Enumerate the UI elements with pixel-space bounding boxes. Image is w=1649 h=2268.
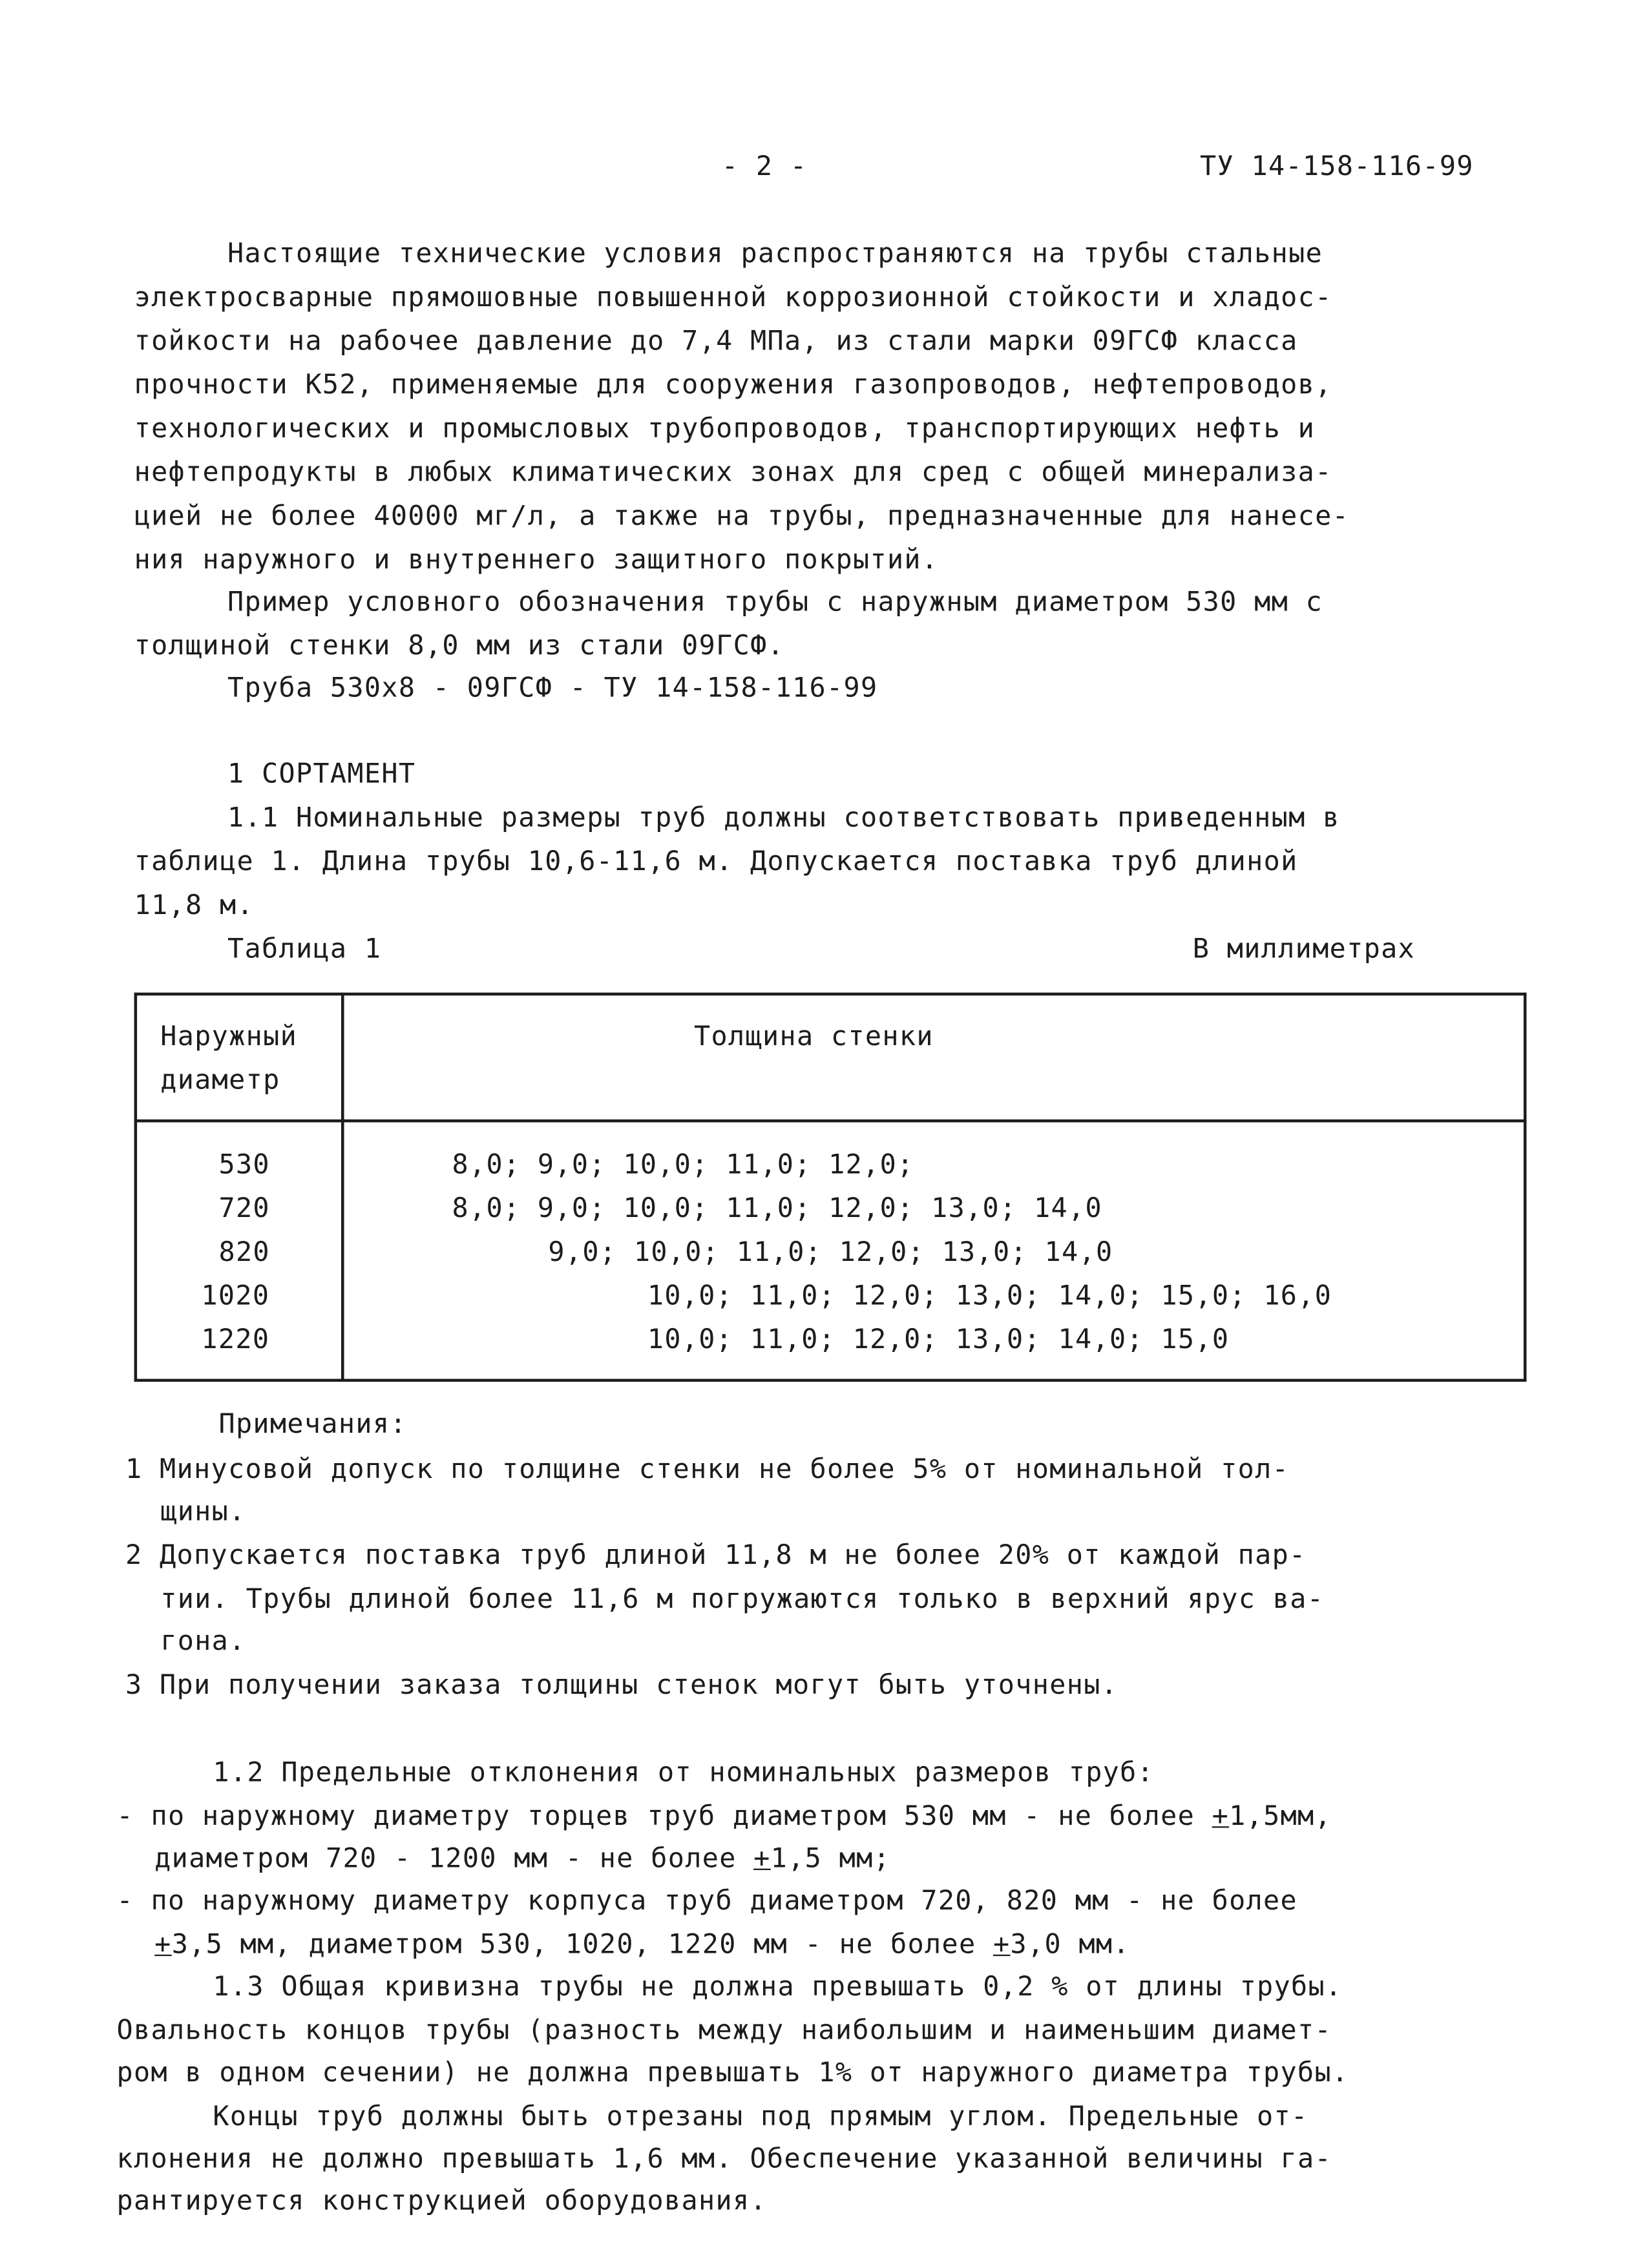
table-border-left [134,993,137,1380]
intro-line: электросварные прямошовные повышенной коррозионной стойкости и хладос- [134,282,1332,314]
intro-line: цией не более 40000 мг/л, а также на трубы, предназначенные для нанесе- [134,501,1350,532]
intro-line: нефтепродукты в любых климатических зонах для сред с общей минерализа- [134,457,1332,488]
table-border-right [1524,993,1526,1380]
text-segment: 1,5мм, [1229,1801,1332,1833]
note-2: тии. Трубы длиной более 11,6 м погружаются только в верхний ярус ва- [160,1584,1325,1616]
table-cell-diameter: 820 [218,1237,270,1269]
table-cell-diameter: 1020 [201,1281,270,1312]
plus-minus-sign: + [753,1844,771,1875]
notes-title: Примечания: [218,1409,407,1441]
note-1: щины. [160,1497,246,1528]
pipe-ends-line: рантируется конструкцией оборудования. [116,2186,767,2217]
plus-minus-sign: + [993,1930,1011,1961]
plus-minus-sign: + [154,1930,172,1961]
note-2: 2 Допускается поставка труб длиной 11,8 м не более 20% от каждой пар- [125,1541,1307,1572]
clause-1-1-line: 1.1 Номинальные размеры труб должны соответствовать приведенным в [227,803,1340,834]
table-header-diameter: диаметр [160,1065,280,1096]
clause-1-1-line: таблице 1. Длина трубы 10,6-11,6 м. Допускается поставка труб длиной [134,846,1298,878]
example-line: толщиной стенки 8,0 мм из стали 09ГСФ. [134,631,785,662]
text-segment: - по наружному диаметру торцев труб диаметром 530 мм - не более [116,1801,1212,1833]
page-number: - 2 - [721,151,808,183]
intro-line: прочности К52, применяемые для сооружения газопроводов, нефтепроводов, [134,370,1332,401]
text-segment: 3,0 мм. [1010,1930,1130,1961]
clause-1-3-line: Овальность концов трубы (разность между наибольшим и наименьшим диамет- [116,2015,1332,2046]
clause-1-2-title: 1.2 Предельные отклонения от номинальных размеров труб: [213,1758,1155,1789]
plus-minus-sign: + [1212,1801,1230,1833]
note-2: гона. [160,1627,246,1658]
intro-line: тойкости на рабочее давление до 7,4 МПа, из стали марки 09ГСФ класса [134,326,1298,357]
intro-line: Настоящие технические условия распространяются на трубы стальные [227,239,1323,270]
clause-1-2-bullet-1 [116,1801,1332,1833]
designation-example: Труба 530х8 - 09ГСФ - ТУ 14-158-116-99 [227,673,878,704]
text-segment: диаметром 720 - 1200 мм - не более [154,1844,754,1875]
table-caption: Таблица 1 [227,934,382,965]
section-title: 1 СОРТАМЕНТ [227,759,416,790]
example-line: Пример условного обозначения трубы с наружным диаметром 530 мм с [227,587,1323,618]
table-cell-diameter: 530 [218,1150,270,1181]
pipe-ends-line: клонения не должно превышать 1,6 мм. Обеспечение указанной величины га- [116,2144,1332,2175]
table-cell-walls: 10,0; 11,0; 12,0; 13,0; 14,0; 15,0; 16,0 [647,1281,1332,1312]
table-units: В миллиметрах [1192,934,1416,965]
table-cell-walls: 8,0; 9,0; 10,0; 11,0; 12,0; [452,1150,914,1181]
note-3: 3 При получении заказа толщины стенок могут быть уточнены. [125,1670,1119,1701]
intro-line: технологических и промысловых трубопроводов, транспортирующих нефть и [134,413,1316,445]
pipe-ends-line: Концы труб должны быть отрезаны под прямым углом. Предельные от- [213,2101,1308,2133]
intro-line: ния наружного и внутреннего защитного покрытий. [134,545,939,576]
document-code: ТУ 14-158-116-99 [1200,151,1474,183]
clause-1-3-line: 1.3 Общая кривизна трубы не должна превышать 0,2 % от длины трубы. [213,1971,1343,2003]
text-segment: 1,5 мм; [770,1844,891,1875]
clause-1-3-line: ром в одном сечении) не должна превышать 1% от наружного диаметра трубы. [116,2058,1349,2089]
table-cell-walls: 9,0; 10,0; 11,0; 12,0; 13,0; 14,0 [548,1237,1113,1269]
table-cell-walls: 10,0; 11,0; 12,0; 13,0; 14,0; 15,0 [647,1325,1230,1356]
note-1: 1 Минусовой допуск по толщине стенки не более 5% от номинальной тол- [125,1454,1290,1486]
text-segment: 3,5 мм, диаметром 530, 1020, 1220 мм - не более [171,1930,993,1961]
clause-1-2-bullet-2: - по наружному диаметру корпуса труб диаметром 720, 820 мм - не более [116,1886,1298,1917]
table-header-diameter: Наружный [160,1021,298,1053]
clause-1-2-bullet-1 [154,1844,891,1875]
table-column-divider [341,993,344,1380]
table-cell-diameter: 1220 [201,1325,270,1356]
clause-1-2-bullet-2 [154,1930,1130,1961]
table-cell-walls: 8,0; 9,0; 10,0; 11,0; 12,0; 13,0; 14,0 [452,1193,1102,1225]
table-cell-diameter: 720 [218,1193,270,1225]
table-header-wall-thickness: Толщина стенки [694,1021,934,1053]
clause-1-1-line: 11,8 м. [134,890,255,922]
